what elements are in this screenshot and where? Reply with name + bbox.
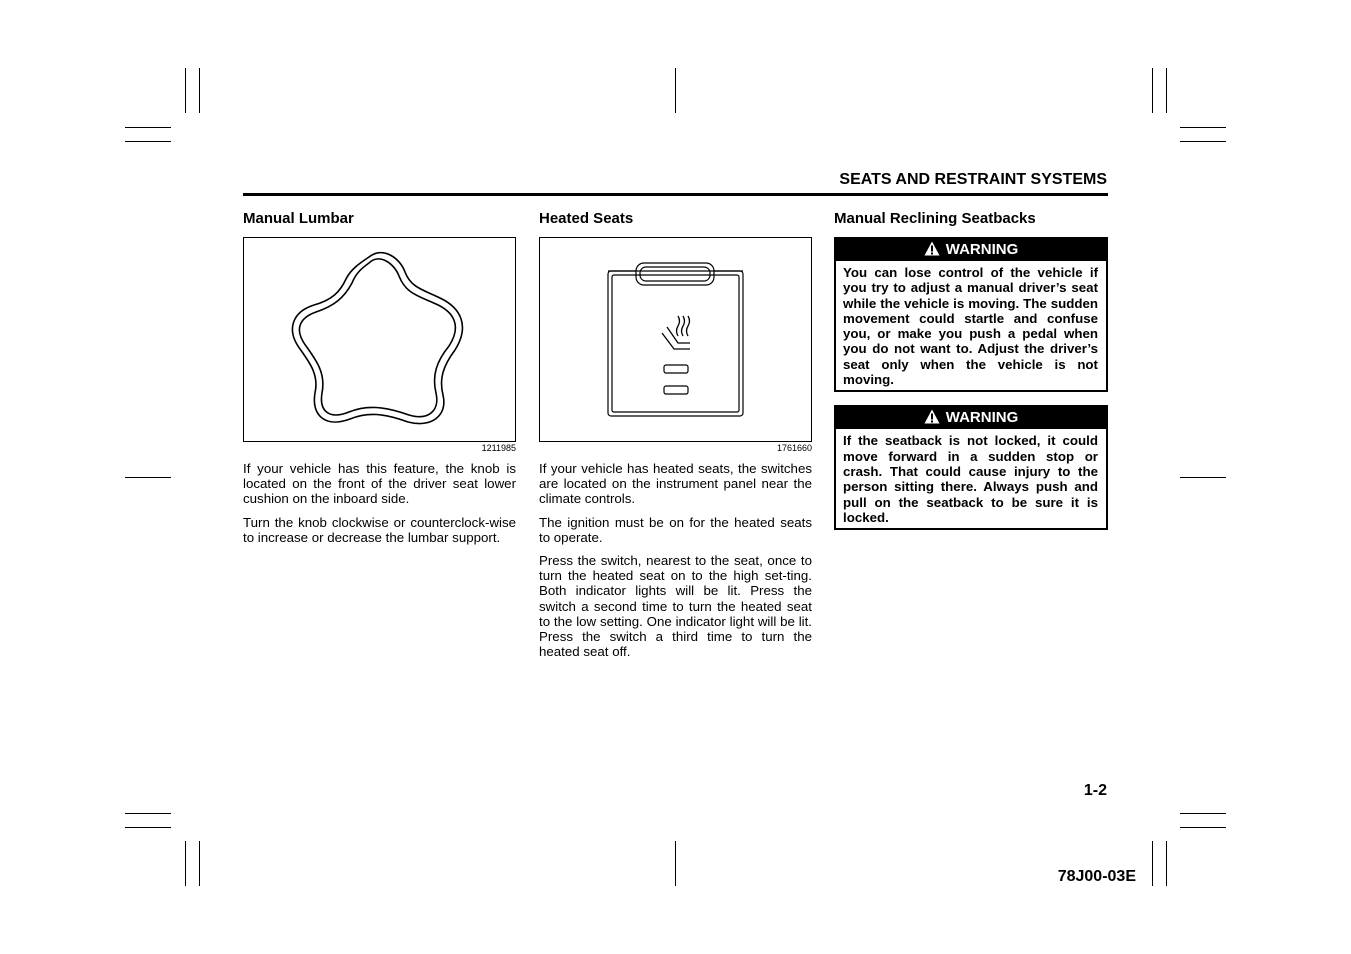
column-heated-seats: [539, 208, 812, 667]
manual-lumbar-title: Manual Lumbar: [243, 210, 354, 227]
section-header: SEATS AND RESTRAINT SYSTEMS: [839, 171, 1107, 188]
heated-seat-switch-figure: [539, 237, 812, 442]
warning-text: You can lose control of the vehicle if you try to adjust a manual driver’s seat while the vehicle is moving. The sudden movement could startle and confuse you, or make you push a pedal when you do not want to. Adjust the driver’s seat only when the vehicle is not moving.: [843, 265, 1098, 388]
paragraph: The ignition must be on for the heated seats to operate.: [539, 514, 812, 545]
figure-number: 1761660: [776, 443, 812, 453]
warning-box: [834, 237, 1108, 392]
figure-number: 1211985: [481, 443, 516, 453]
seat-heater-icon: [662, 316, 690, 349]
warning-header: [836, 239, 1106, 261]
heated-seat-switch-panel: [540, 238, 811, 441]
warning-label: WARNING: [945, 241, 1019, 258]
warning-header: [836, 407, 1106, 429]
warning-text: If the seatback is not locked, it could move forward in a sudden stop or crash. That could cause injury to the person sitting there. Always push and pull on the seatback to be sure it is locked.: [843, 433, 1098, 525]
heated-seats-title: Heated Seats: [539, 210, 634, 227]
warning-label: WARNING: [945, 409, 1019, 427]
lumbar-knob-icon: [244, 238, 515, 441]
paragraph: Press the switch, nearest to the seat, once to turn the heated seat on to the high set-ting. Both indicator lights will be lit. Press the switch a second time to turn the heated seat to the low setting. One indicator light will be lit. Press the switch a third time to turn the heated seat off.: [539, 553, 812, 660]
warning-box: [834, 405, 1108, 530]
column-manual-lumbar: [243, 208, 516, 553]
warning-triangle-icon: [924, 409, 940, 424]
header-rule: [243, 193, 1108, 196]
column-manual-reclining-seatbacks: [834, 208, 1108, 543]
warning-triangle-icon: [924, 241, 940, 256]
page-number: 1-2: [1083, 782, 1107, 799]
lumbar-knob-figure: [243, 237, 516, 442]
paragraph: If your vehicle has this feature, the knob is located on the front of the driver seat lower cushion on the inboard side.: [243, 461, 516, 507]
manual-reclining-title: Manual Reclining Seatbacks: [834, 210, 1036, 227]
paragraph: If your vehicle has heated seats, the switches are located on the instrument panel near the climate controls.: [539, 461, 812, 507]
paragraph: Turn the knob clockwise or counterclock-wise to increase or decrease the lumbar support.: [243, 514, 516, 545]
document-code: 78J00-03E: [1057, 868, 1136, 885]
